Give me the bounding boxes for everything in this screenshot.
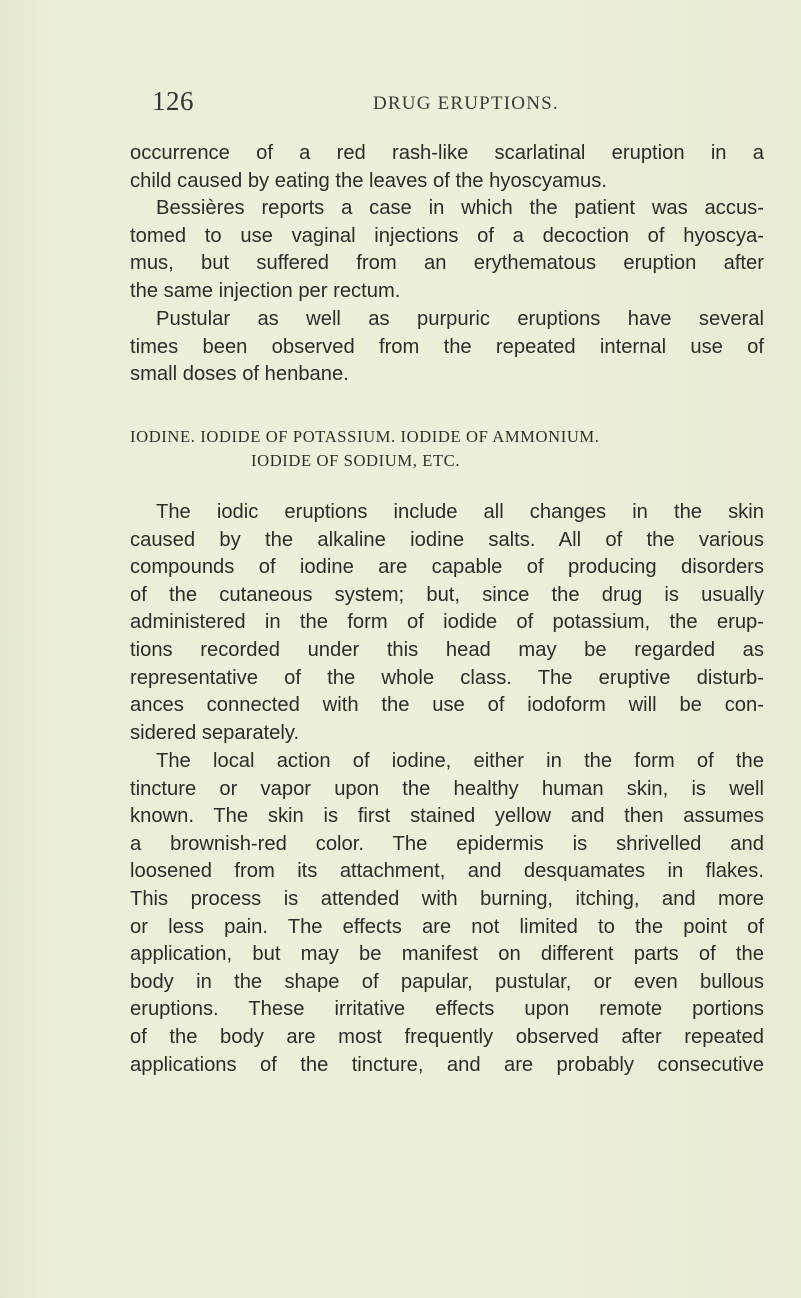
page-number: 126	[152, 86, 194, 116]
text-line: sidered separately.	[130, 721, 300, 744]
text-line: Pustular as well as purpuric eruptions have several	[156, 308, 764, 330]
text-line: The iodic eruptions include all changes in the skin	[156, 501, 764, 523]
paragraph-continuation	[130, 140, 764, 195]
text-line: administered in the form of iodide of potassium, the erup-	[130, 611, 764, 634]
text-line: eruptions. These irritative effects upon remote portions	[130, 998, 764, 1021]
text-line: known. The skin is first stained yellow and then assumes	[130, 805, 764, 828]
text-line: tincture or vapor upon the healthy human skin, is well	[130, 777, 764, 800]
paragraph-pustular	[130, 306, 764, 389]
text-line: body in the shape of papular, pustular, or even bullous	[130, 970, 764, 993]
text-line: a brownish-red color. The epidermis is shrivelled and	[130, 832, 764, 855]
section-heading-line: IODINE. IODIDE OF POTASSIUM. IODIDE OF AMMONIUM.	[130, 427, 600, 446]
text-line: Bessières reports a case in which the patient was accus-	[156, 197, 764, 219]
text-line: occurrence of a red rash-like scarlatinal eruption in a	[130, 142, 764, 164]
running-head: DRUG ERUPTIONS.	[373, 93, 559, 114]
paragraph-bessieres	[130, 195, 764, 305]
paragraph-local-action	[130, 748, 764, 1079]
text-line: The local action of iodine, either in the form of the	[156, 750, 764, 772]
text-line: ances connected with the use of iodoform will be con-	[130, 694, 764, 717]
text-line: application, but may be manifest on different parts of the	[130, 943, 764, 966]
text-line: mus, but suffered from an erythematous eruption after	[130, 252, 764, 275]
text-line: of the body are most frequently observed after repeated	[130, 1025, 764, 1048]
text-line: This process is attended with burning, itching, and more	[130, 887, 764, 910]
text-line: tomed to use vaginal injections of a decoction of hyoscya-	[130, 224, 764, 247]
text-line: or less pain. The effects are not limited to the point of	[130, 915, 764, 938]
section-heading-line: IODIDE OF SODIUM, ETC.	[251, 451, 461, 470]
text-line: loosened from its attachment, and desquamates in flakes.	[130, 860, 764, 883]
text-line: applications of the tincture, and are probably consecutive	[130, 1053, 764, 1076]
page-header	[0, 86, 801, 122]
text-line: child caused by eating the leaves of the hyoscyamus.	[130, 169, 607, 192]
paragraph-iodic-eruptions	[130, 499, 764, 747]
text-line: tions recorded under this head may be regarded as	[130, 638, 764, 661]
text-line: times been observed from the repeated internal use of	[130, 335, 764, 358]
text-line: caused by the alkaline iodine salts. All of the various	[130, 528, 764, 551]
text-line: compounds of iodine are capable of producing disorders	[130, 556, 764, 579]
text-line: of the cutaneous system; but, since the drug is usually	[130, 583, 764, 606]
text-line: the same injection per rectum.	[130, 279, 401, 302]
section-heading	[130, 425, 764, 473]
text-line: small doses of henbane.	[130, 363, 349, 386]
text-line: representative of the whole class. The eruptive disturb-	[130, 666, 764, 689]
